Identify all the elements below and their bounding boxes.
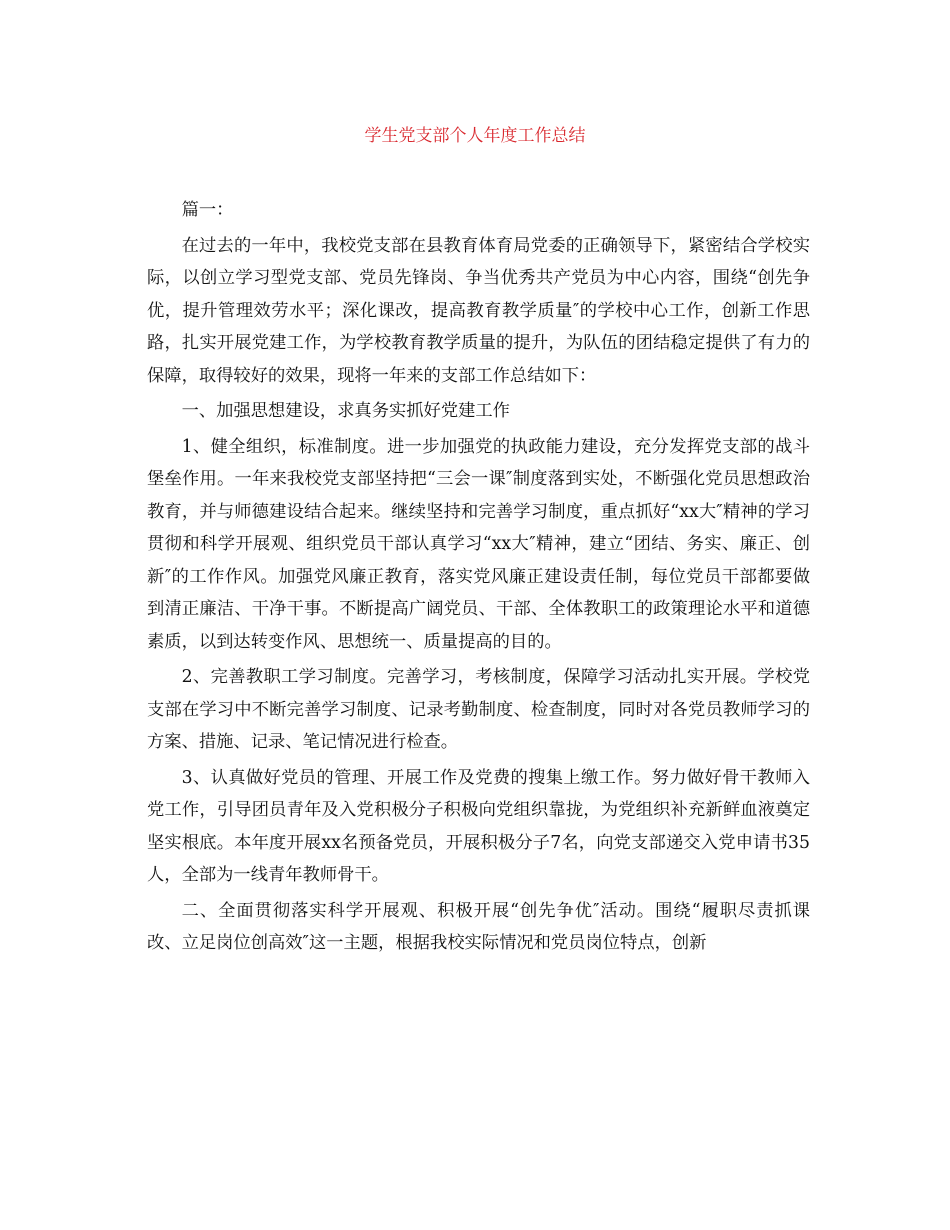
paragraph-heading-part-one: 篇一：: [181, 200, 234, 220]
document-body: [147, 194, 810, 963]
section-heading-2: 二、全面贯彻落实科学开展观、积极开展“创先争优″活动。围绕“履职尽责抓课改、立足岗位创高效″这一主题，根据我校实际情况和党员岗位特点，创新: [147, 900, 810, 953]
paragraph-item-2: 2、完善教职工学习制度。完善学习，考核制度，保障学习活动扎实开展。学校党支部在学习中不断完善学习制度、记录考勤制度、检查制度，同时对各党员教师学习的方案、措施、记录、笔记情况进行检查。: [147, 667, 810, 752]
paragraph-intro: 在过去的一年中，我校党支部在县教育体育局党委的正确领导下，紧密结合学校实际，以创立学习型党支部、党员先锋岗、争当优秀共产党员为中心内容，围绕“创先争优，提升管理效劳水平；深化课改，提高教育教学质量″的学校中心工作，创新工作思路，扎实开展党建工作，为学校教育教学质量的提升，为队伍的团结稳定提供了有力的保障，取得较好的效果，现将一年来的支部工作总结如下：: [147, 235, 810, 386]
document-title: 学生党支部个人年度工作总结: [364, 126, 586, 146]
section-heading-1: 一、加强思想建设，求真务实抓好党建工作: [181, 401, 510, 421]
paragraph-item-1: 1、健全组织，标准制度。进一步加强党的执政能力建设，充分发挥党支部的战斗堡垒作用。一年来我校党支部坚持把“三会一课″制度落到实处，不断强化党员思想政治教育，并与师德建设结合起来。继续坚持和完善学习制度，重点抓好“xx大″精神的学习贯彻和科学开展观、组织党员干部认真学习“xx大″精神，建立“团结、务实、廉正、创新″的工作作风。加强党风廉正教育，落实党风廉正建设责任制，每位党员干部都要做到清正廉洁、干净干事。不断提高广阔党员、干部、全体教职工的政策理论水平和道德素质，以到达转变作风、思想统一、质量提高的目的。: [147, 436, 810, 652]
paragraph-item-3: 3、认真做好党员的管理、开展工作及党费的搜集上缴工作。努力做好骨干教师入党工作，引导团员青年及入党积极分子积极向党组织靠拢，为党组织补充新鲜血液奠定坚实根底。本年度开展xx名预备党员，开展积极分子7名，向党支部递交入党申请书35人，全部为一线青年教师骨干。: [147, 767, 810, 885]
